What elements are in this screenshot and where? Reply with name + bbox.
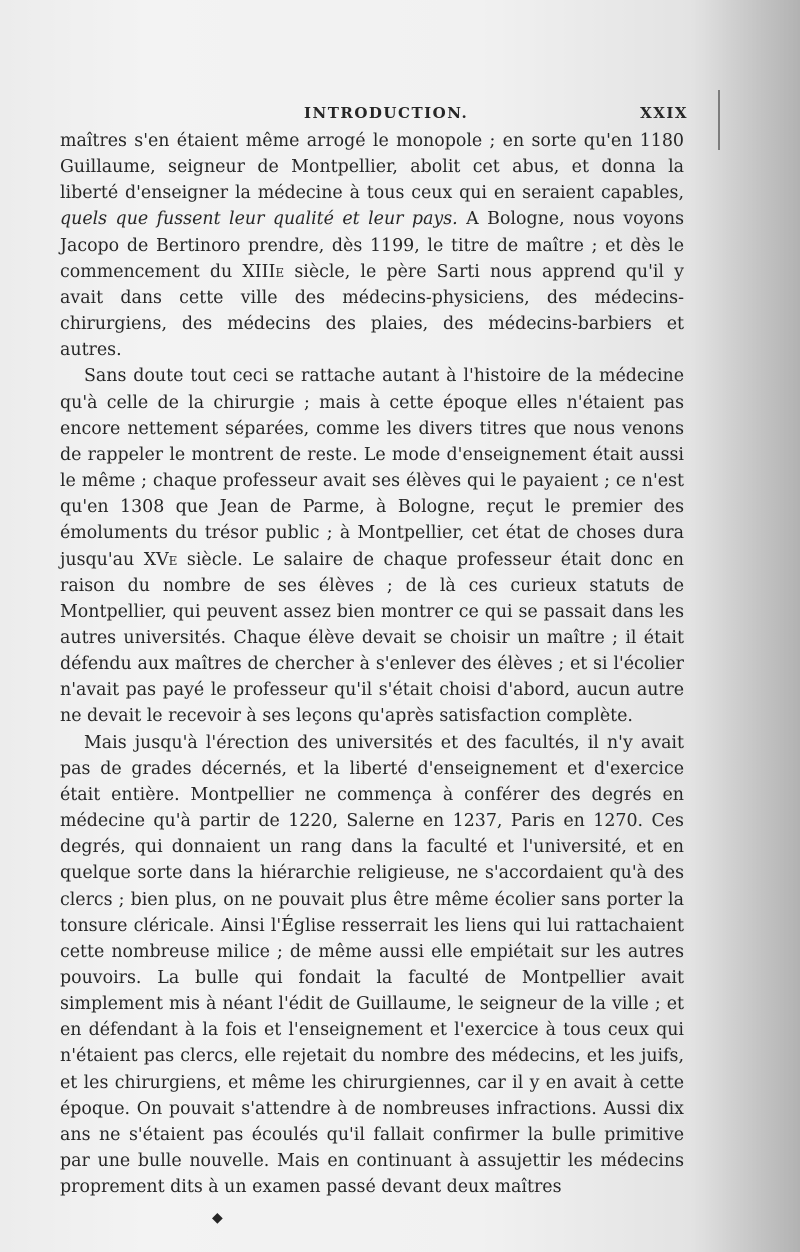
running-title: INTRODUCTION. (304, 104, 469, 122)
paragraph-1-after-century: siècle, le père Sarti nous apprend qu'il y avait dans cette ville des médecins-physiciens, des médecins-chirurgiens, des médecins des plaies, des médecins-barbiers et autres. (60, 261, 684, 361)
body-text (60, 128, 684, 1200)
page-header (60, 104, 688, 130)
century-numeral: XVe (143, 549, 178, 570)
page-number: XXIX (640, 104, 688, 122)
paragraph-3-text: Mais jusqu'à l'érection des universités et des facultés, il n'y avait pas de grades décernés, et la liberté d'enseignement et d'exercice était entière. Montpellier ne commença à conférer des degrés en médecine qu'à partir de 1220, Salerne en 1237, Paris en 1270. Ces degrés, qui donnaient un rang dans la faculté et l'université, et en quelque sorte dans la hiérarchie religieuse, ne s'accordaient qu'à des clercs ; bien plus, on ne pouvait plus être même écolier sans porter la tonsure cléricale. Ainsi l'Église resserrait les liens qui lui rattachaient cette nombreuse milice ; de même aussi elle empiétait sur les autres pouvoirs. La bulle qui fondait la faculté de Montpellier avait simplement mis à néant l'édit de Guillaume, le seigneur de la ville ; et en défendant à la fois et l'enseignement et l'exercice à tous ceux qui n'étaient pas clercs, elle rejetait du nombre des médecins, et les juifs, et les chirurgiens, et même les chirurgiennes, car il y en avait à cette époque. On pouvait s'attendre à de nombreuses infractions. Aussi dix ans ne s'étaient pas écoulés qu'il fallait confirmer la bulle primitive par une bulle nouvelle. Mais en continuant à assujettir les médecins proprement dits à un examen passé devant deux maîtres (60, 732, 684, 1198)
paragraph-2-text: Sans doute tout ceci se rattache autant à l'histoire de la médecine qu'à celle de la chirurgie ; mais à cette époque elles n'étaient pas encore nettement séparées, comme les divers titres que nous venons de rappeler le montrent de reste. Le mode d'enseignement était aussi le même ; chaque professeur avait ses élèves qui le payaient ; ce n'est qu'en 1308 que Jean de Parme, à Bologne, reçut le premier des émoluments du trésor public ; à Montpellier, cet état de choses dura jusqu'au (60, 366, 684, 570)
footer-mark: ◆ (212, 1210, 223, 1226)
page-fold-shadow (690, 0, 800, 1252)
paragraph-1-italic: quels que fussent leur qualité et leur pays. (60, 209, 458, 230)
paragraph-1 (60, 128, 684, 363)
paragraph-1-text: maîtres s'en étaient même arrogé le monopole ; en sorte qu'en 1180 Guillaume, seigneur de Montpellier, abolit cet abus, et donna la liberté d'enseigner la médecine à tous ceux qui en seraient capables, (60, 131, 684, 204)
page-edge-line (718, 90, 720, 150)
paragraph-1-rest: A Bologne, nous voyons Jacopo de Bertinoro prendre, dès 1199, le titre de maître ; et dès le commencement du (60, 209, 684, 282)
paragraph-2-after-century: siècle. Le salaire de chaque professeur était donc en raison du nombre de ses élèves ; de là ces curieux statuts de Montpellier, qui peuvent assez bien montrer ce qui se passait dans les autres universités. Chaque élève devait se choisir un maître ; il était défendu aux maîtres de chercher à s'enlever des élèves ; et si l'écolier n'avait pas payé le professeur qu'il s'était choisi d'abord, aucun autre ne devait le recevoir à ses leçons qu'après satisfaction complète. (60, 549, 684, 727)
century-numeral: XIIIe (242, 261, 285, 282)
paragraph-3 (60, 730, 684, 1201)
paragraph-2 (60, 363, 684, 729)
